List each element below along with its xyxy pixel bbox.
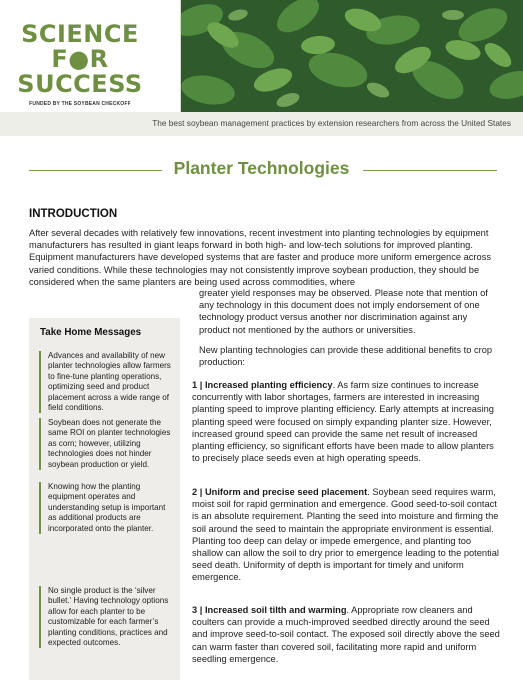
title-rule-right: [363, 170, 497, 171]
benefit-heading: Uniform and precise seed placement: [204, 487, 368, 497]
logo-word-success: SUCCESS: [17, 70, 143, 98]
benefit-heading: Increased soil tilth and warming: [204, 605, 347, 615]
take-home-message: No single product is the ‘silver bullet.’ Having technology options allow for each planter to be customizable for each farmer’s planting conditions, practices and expected outcomes.: [39, 586, 171, 648]
take-home-message: Soybean does not generate the same ROI on planter technologies as corn; however, utilizing technologies does not hinder soybean production or yield.: [39, 418, 171, 470]
benefit-text: . As farm size continues to increase concurrently with labor shortages, farmers are interested in increasing planting speed to improve planting efficiency. Early attempts at increasing planting speed were focused on simply expanding planter size. However, increased ground speed can provide the same net result of increased planting efficiency, so significant efforts have been made to allow planters to precisely place seeds even at high operating speeds.: [192, 380, 494, 464]
benefit-text: . Appropriate row cleaners and coulters can provide a much-improved seedbed directly around the seed and improve seed-to-soil contact. The exposed soil directly above the seed can warm faster than covered soil, facilitating more rapid and uniform seedling emergence.: [192, 605, 500, 664]
benefit-item: [192, 486, 502, 584]
introduction-heading: INTRODUCTION: [29, 208, 118, 220]
logo-word-for: F●R: [51, 45, 109, 73]
introduction-paragraph-continued: greater yield responses may be observed. Please note that mention of any technology in this document does not imply endorsement of one technology product versus another nor discrimination against any product not mentioned by the authors or universities.: [199, 288, 488, 335]
benefit-number: 3 |: [192, 605, 203, 615]
tagline: The best soybean management practices by extension researchers from across the United States: [152, 118, 511, 128]
take-home-messages-sidebar: [29, 318, 180, 680]
benefit-number: 1 |: [192, 380, 203, 390]
title-row: [0, 150, 523, 190]
benefit-item: [192, 379, 502, 464]
page-title: Planter Technologies: [173, 158, 350, 178]
take-home-message: Knowing how the planting equipment operates and understanding setup is important as additional products are incorporated onto the planter.: [39, 482, 171, 534]
leaf-illustration: [178, 0, 523, 112]
logo-word-science: SCIENCE: [21, 20, 139, 48]
header-banner: [0, 0, 523, 136]
benefits-intro: New planting technologies can provide these additional benefits to crop production:: [199, 345, 493, 368]
take-home-message: Advances and availability of new planter technologies allow farmers to fine-tune planting operations, optimizing seed and product placement across a wide range of field conditions.: [39, 351, 171, 413]
benefit-item: [192, 604, 502, 665]
soybean-leaves-photo: [178, 0, 523, 112]
introduction-paragraph: After several decades with relatively few innovations, recent investment into planting technologies by equipment manufacturers has resulted in giant leaps forward in both high- and low-tech solutions for improved planting. Equipment manufacturers have developed systems that are faster and produce more uniform emergence across varied conditions. While these technologies may not consistently improve soybean production, they should be considered when the same planters are being used across commodities, where: [29, 228, 491, 287]
funded-by-text: FUNDED BY THE SOYBEAN CHECKOFF: [29, 101, 131, 107]
benefit-heading: Increased planting efficiency: [204, 380, 333, 390]
benefit-number: 2 |: [192, 487, 203, 497]
benefit-text: . Soybean seed requires warm, moist soil for rapid germination and emergence. Good seed-to-soil contact is an absolute requirement. Planting the seed into moisture and firming the soil around the seed to maintain the appropriate environment is essential. Planting too deep can delay or impede emergence, and planting too shallow can allow the soil to dry prior to emergence leading to the potential seed death. Uniformity of depth is important for timely and uniform emergence.: [192, 487, 499, 583]
sidebar-title: Take Home Messages: [40, 327, 142, 338]
logo: [0, 0, 181, 112]
